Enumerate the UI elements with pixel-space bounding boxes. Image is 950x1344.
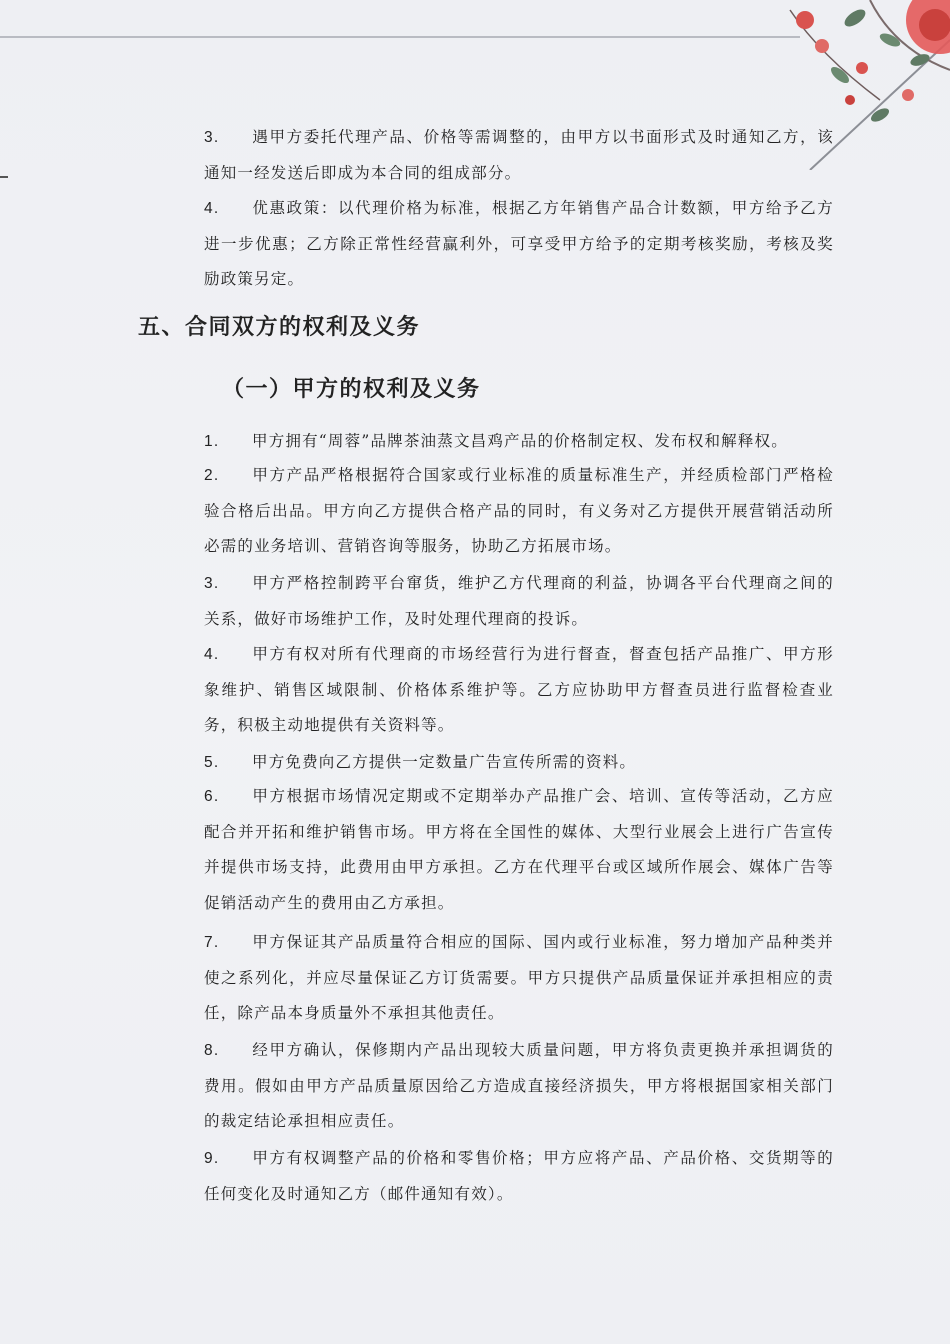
item-number: 7.	[204, 934, 220, 951]
item-number: 4.	[204, 200, 220, 217]
item-text: 优惠政策：以代理价格为标准，根据乙方年销售产品合计数额，甲方给予乙方进一步优惠；乙方除正常性经营赢利外，可享受甲方给予的定期考核奖励，考核及奖励政策另定。	[204, 199, 834, 288]
item-text: 甲方严格控制跨平台窜货，维护乙方代理商的利益，协调各平台代理商之间的关系，做好市场维护工作，及时处理代理商的投诉。	[204, 574, 834, 628]
item-number: 2.	[204, 467, 220, 484]
list-item	[204, 1033, 834, 1140]
item-number: 6.	[204, 788, 220, 805]
item-text: 甲方产品严格根据符合国家或行业标准的质量标准生产，并经质检部门严格检验合格后出品。甲方向乙方提供合格产品的同时，有义务对乙方提供开展营销活动所必需的业务培训、营销咨询等服务，协助乙方拓展市场。	[204, 466, 834, 555]
header-rule	[0, 36, 800, 38]
item-text: 甲方根据市场情况定期或不定期举办产品推广会、培训、宣传等活动，乙方应配合并开拓和维护销售市场。甲方将在全国性的媒体、大型行业展会上进行广告宣传并提供市场支持，此费用由甲方承担。乙方在代理平台或区域所作展会、媒体广告等促销活动产生的费用由乙方承担。	[204, 787, 834, 912]
item-text: 甲方有权对所有代理商的市场经营行为进行督查，督查包括产品推广、甲方形象维护、销售区域限制、价格体系维护等。乙方应协助甲方督查员进行监督检查业务，积极主动地提供有关资料等。	[204, 645, 834, 734]
list-item	[204, 424, 834, 460]
margin-mark	[0, 176, 8, 178]
list-item	[204, 1141, 834, 1212]
list-item	[204, 458, 834, 565]
item-number: 3.	[204, 575, 220, 592]
item-text: 甲方保证其产品质量符合相应的国际、国内或行业标准，努力增加产品种类并使之系列化，并应尽量保证乙方订货需要。甲方只提供产品质量保证并承担相应的责任，除产品本身质量外不承担其他责任。	[204, 933, 834, 1022]
item-number: 4.	[204, 646, 220, 663]
section-heading: 五、合同双方的权利及义务	[138, 314, 421, 340]
item-number: 8.	[204, 1042, 220, 1059]
item-text: 甲方拥有“周蓉”品牌茶油蒸文昌鸡产品的价格制定权、发布权和解释权。	[252, 432, 788, 450]
list-item	[204, 637, 834, 744]
list-item	[204, 779, 834, 921]
list-item	[204, 925, 834, 1032]
list-item	[204, 120, 834, 191]
item-number: 3.	[204, 129, 220, 146]
list-item	[204, 566, 834, 637]
item-number: 9.	[204, 1150, 220, 1167]
item-number: 1.	[204, 433, 220, 450]
item-text: 甲方有权调整产品的价格和零售价格；甲方应将产品、产品价格、交货期等的任何变化及时通知乙方（邮件通知有效）。	[204, 1149, 834, 1203]
list-item	[204, 191, 834, 298]
list-item	[204, 745, 834, 781]
item-text: 遇甲方委托代理产品、价格等需调整的，由甲方以书面形式及时通知乙方，该通知一经发送后即成为本合同的组成部分。	[204, 128, 834, 182]
subsection-heading: （一）甲方的权利及义务	[222, 376, 481, 402]
item-text: 甲方免费向乙方提供一定数量广告宣传所需的资料。	[252, 753, 637, 771]
item-text: 经甲方确认，保修期内产品出现较大质量问题，甲方将负责更换并承担调货的费用。假如由甲方产品质量原因给乙方造成直接经济损失，甲方将根据国家相关部门的裁定结论承担相应责任。	[204, 1041, 834, 1130]
item-number: 5.	[204, 754, 220, 771]
